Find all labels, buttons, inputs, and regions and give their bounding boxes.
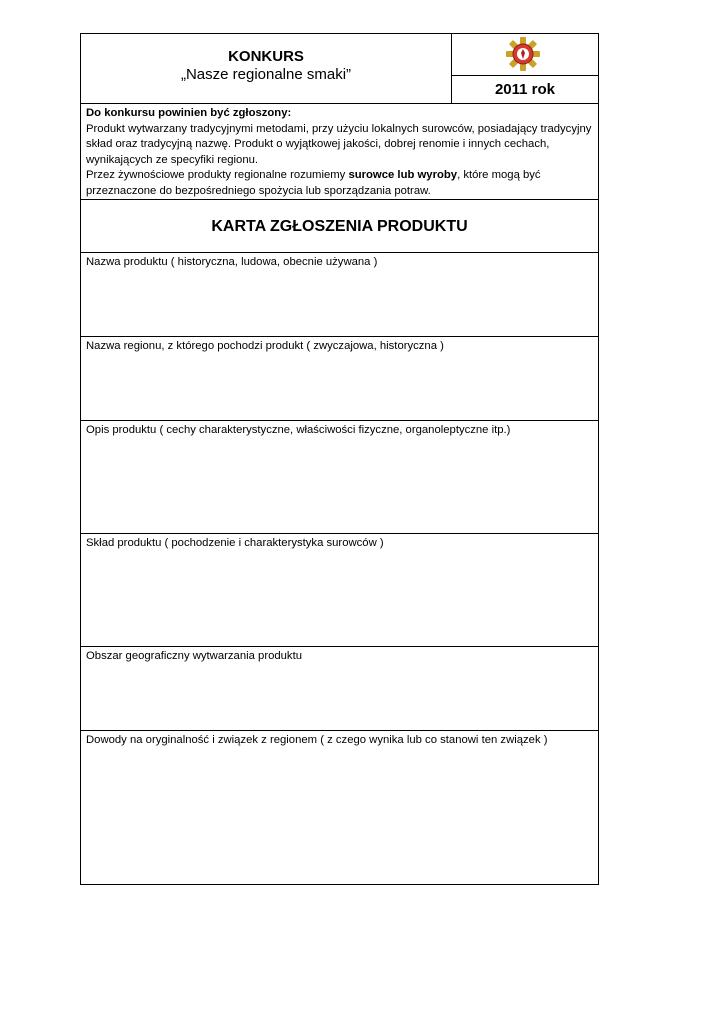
field-label: Dowody na oryginalność i związek z regionem ( z czego wynika lub co stanowi ten związek ) — [86, 734, 548, 746]
info-section — [81, 104, 598, 200]
field-label: Nazwa produktu ( historyczna, ludowa, obecnie używana ) — [86, 256, 378, 268]
form-title-row — [81, 200, 598, 253]
contest-subtitle: „Nasze regionalne smaki” — [180, 66, 352, 83]
application-form — [80, 33, 599, 885]
field-region-name[interactable] — [81, 337, 598, 421]
header-title-cell — [81, 34, 452, 103]
field-label: Skład produktu ( pochodzenie i charakterystyka surowców ) — [86, 537, 384, 549]
field-product-name[interactable] — [81, 253, 598, 337]
fire-brigade-emblem-icon — [506, 37, 540, 71]
header-logo-cell — [452, 34, 598, 103]
field-label: Obszar geograficzny wytwarzania produktu — [86, 650, 302, 662]
info-paragraph-1: Produkt wytwarzany tradycyjnymi metodami, przy użyciu lokalnych surowców, posiadający tradycyjny skład oraz tradycyjną nazwę. Produkt o wyjątkowej jakości, dobrej renomie i innych cechach, wynikających ze specyfiki regionu. — [86, 122, 592, 166]
contest-title: KONKURS — [228, 48, 304, 65]
info-paragraph-2-bold: surowce lub wyroby — [348, 169, 458, 182]
logo-box — [452, 34, 598, 76]
field-label: Nazwa regionu, z którego pochodzi produkt ( zwyczajowa, historyczna ) — [86, 340, 444, 352]
field-label: Opis produktu ( cechy charakterystyczne, właściwości fizyczne, organoleptyczne itp.) — [86, 424, 511, 436]
info-paragraph-2-start: Przez żywnościowe produkty regionalne rozumiemy — [86, 169, 349, 182]
info-paragraph-2-end: , które mogą być przeznaczone do bezpośredniego spożycia lub sporządzania potraw. — [86, 169, 541, 197]
info-paragraph-2 — [86, 168, 593, 199]
field-product-composition[interactable] — [81, 534, 598, 647]
contest-year: 2011 rok — [494, 81, 556, 98]
field-originality-evidence[interactable] — [81, 731, 598, 884]
form-header — [81, 34, 598, 104]
info-heading: Do konkursu powinien być zgłoszony: — [86, 107, 292, 119]
field-product-description[interactable] — [81, 421, 598, 534]
field-geographic-area[interactable] — [81, 647, 598, 731]
form-title: KARTA ZGŁOSZENIA PRODUKTU — [211, 218, 468, 235]
